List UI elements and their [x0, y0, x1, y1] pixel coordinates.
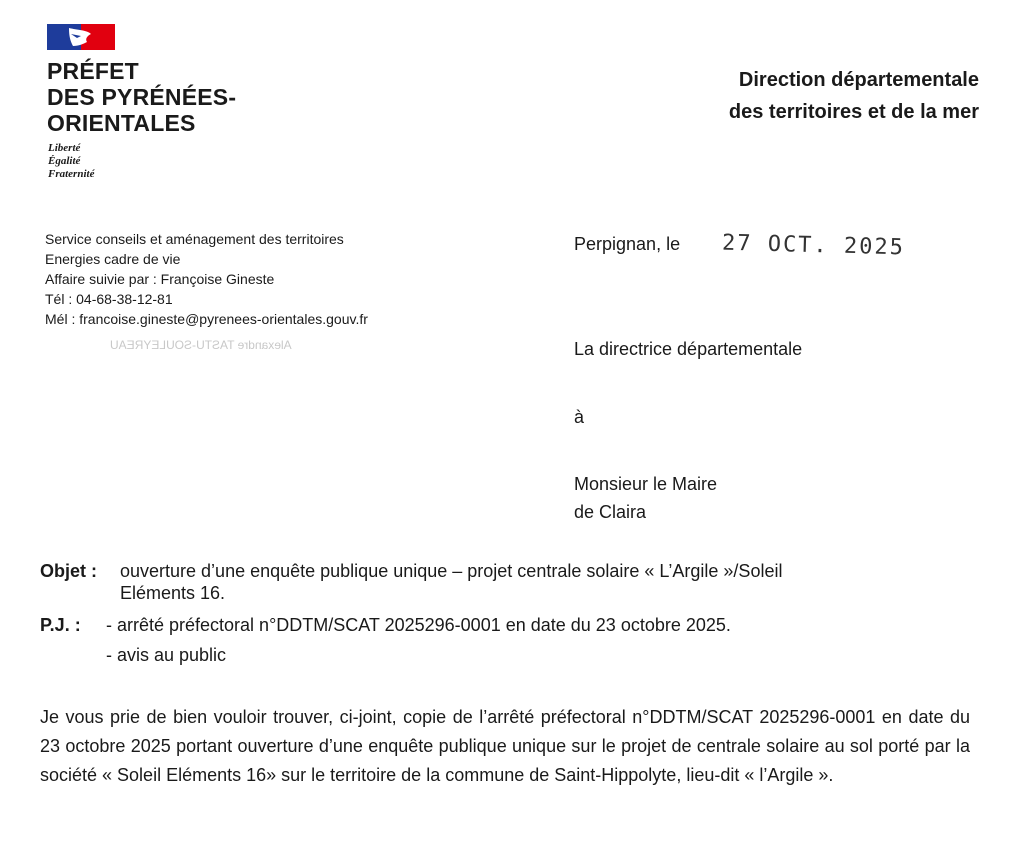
- service-line: Energies cadre de vie: [45, 251, 181, 267]
- attachment-item: - arrêté préfectoral n°DDTM/SCAT 2025296-0001 en date du 23 octobre 2025.: [106, 615, 731, 635]
- marianne-logo: [47, 24, 115, 50]
- service-line: Service conseils et aménagement des territoires: [45, 231, 344, 247]
- to-word: à: [574, 407, 585, 427]
- recipient-line: Monsieur le Maire: [574, 474, 718, 494]
- recipient-line: de Claira: [574, 502, 647, 522]
- subject-text: [120, 560, 1000, 604]
- motto-line: Liberté: [48, 142, 81, 154]
- service-line: Affaire suivie par : Françoise Gineste: [45, 271, 275, 287]
- subject-line: ouverture d’une enquête publique unique – projet centrale solaire « L’Argile »/Soleil: [120, 561, 783, 581]
- sender: La directrice départementale: [574, 339, 803, 359]
- prefecture-line: ORIENTALES: [47, 110, 196, 136]
- motto-line: Fraternité: [48, 168, 95, 180]
- direction-line: des territoires et de la mer: [728, 101, 979, 123]
- date-place: Perpignan, le: [574, 234, 681, 254]
- attachments-label: P.J. :: [40, 615, 81, 635]
- prefecture-line: PRÉFET: [47, 58, 139, 84]
- recipient-name: [574, 470, 717, 526]
- prefecture-line: DES PYRÉNÉES-: [47, 84, 237, 110]
- date-stamp: 27 OCT. 2025: [721, 230, 906, 261]
- republic-motto: [48, 142, 94, 181]
- prefecture-name: [47, 58, 236, 136]
- subject-line: Eléments 16.: [120, 583, 226, 603]
- direction-line: Direction départementale: [738, 69, 979, 91]
- service-line: Tél : 04-68-38-12-81: [45, 291, 173, 307]
- motto-line: Égalité: [48, 155, 81, 167]
- body-paragraph: Je vous prie de bien vouloir trouver, ci-joint, copie de l’arrêté préfectoral n°DDTM/SCAT 2025296-0001 en date du 23 octobre 2025 portant ouverture d’une enquête publique unique sur le projet de centrale solaire au sol porté par la société « Soleil Eléments 16» sur le territoire de la commune de Saint-Hippolyte, lieu-dit « l’Argile ».: [40, 707, 970, 785]
- show-through-text: Alexandre TASTU-SOULEYREAU: [110, 338, 292, 352]
- attachments-list: [106, 610, 731, 670]
- subject-label: Objet :: [40, 561, 97, 581]
- service-line: Mél : francoise.gineste@pyrenees-orientales.gouv.fr: [45, 311, 368, 327]
- attachment-item: - avis au public: [106, 645, 227, 665]
- direction-title: [729, 64, 979, 128]
- service-block: [45, 229, 368, 329]
